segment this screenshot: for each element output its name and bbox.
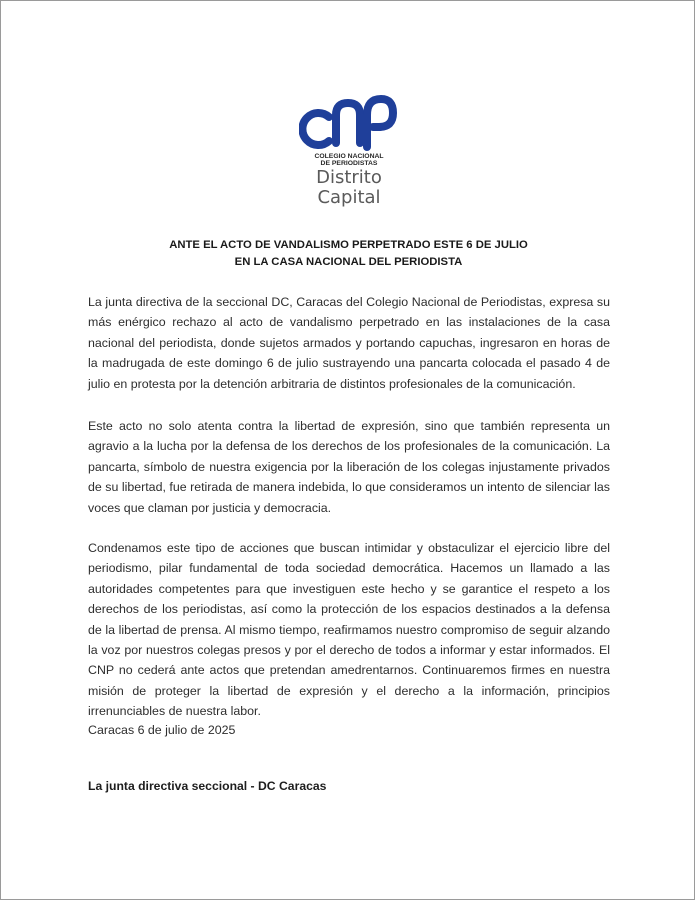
logo-line1: COLEGIO NACIONAL — [314, 153, 384, 160]
paragraph-3: Condenamos este tipo de acciones que buscan intimidar y obstaculizar el ejercicio libre del periodismo, pilar fundamental de toda sociedad democrática. Hacemos un llamado a las autoridades competentes para que investiguen este hecho y se garantice el respeto a los derechos de los periodistas, así como la protección de los espacios destinados a la defensa de la libertad de prensa. Al mismo tiempo, reafirmamos nuestro compromiso de seguir alzando la voz por nuestros colegas presos y por el derecho de todos a informar y estar informados. El CNP no cederá ante actos que pretendan amedrentarnos. Continuaremos firmes en nuestra misión de proteger la libertad de expresión y el derecho a la información, principios irrenunciables de nuestra labor. — [88, 541, 610, 719]
logo-line3: Distrito — [316, 167, 382, 188]
document-title-line1: ANTE EL ACTO DE VANDALISMO PERPETRADO ESTE 6 DE JULIO — [169, 239, 528, 251]
document-title-line2: EN LA CASA NACIONAL DEL PERIODISTA — [234, 256, 463, 268]
cnp-logo — [299, 91, 399, 209]
logo-line2: DE PERIODISTAS — [320, 160, 378, 167]
cnp-logo-mark — [299, 91, 399, 209]
document-date: Caracas 6 de julio de 2025 — [88, 723, 236, 737]
paragraph-1: La junta directiva de la seccional DC, Caracas del Colegio Nacional de Periodistas, expresa su más enérgico rechazo al acto de vandalismo perpetrado en las instalaciones de la casa nacional del periodista, donde sujetos armados y portando capuchas, ingresaron en horas de la madrugada de este domingo 6 de julio sustrayendo una pancarta colocada el pasado 4 de julio en protesta por la detención arbitraria de distintos profesionales de la comunicación. — [88, 295, 610, 391]
paragraph-2: Este acto no solo atenta contra la libertad de expresión, sino que también representa un agravio a la lucha por la defensa de los derechos de los profesionales de la comunicación. La pancarta, símbolo de nuestra exigencia por la liberación de los colegas injustamente privados de su libertad, fue retirada de manera indebida, lo que consideramos un intento de silenciar las voces que claman por justicia y democracia. — [88, 419, 610, 515]
logo-line4: Capital — [317, 187, 381, 208]
document-signature: La junta directiva seccional - DC Caracas — [88, 779, 327, 793]
